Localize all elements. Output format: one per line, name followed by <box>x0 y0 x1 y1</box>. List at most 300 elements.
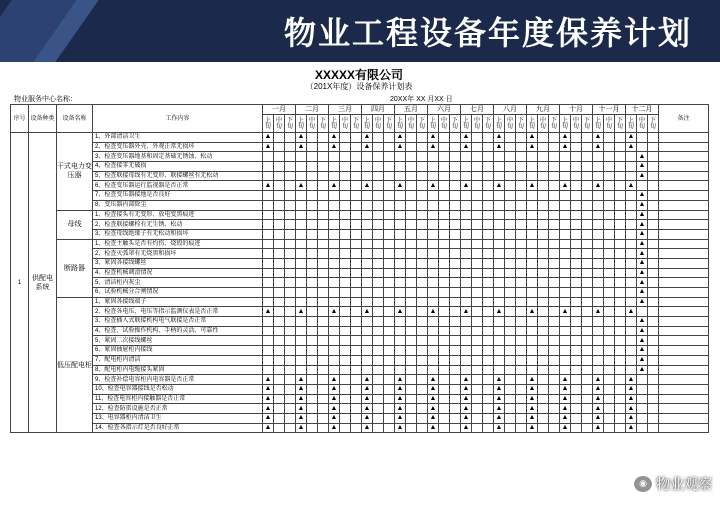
schedule-cell <box>373 404 384 414</box>
maintenance-mark: ▲ <box>429 143 437 151</box>
schedule-cell <box>571 404 582 414</box>
schedule-cell <box>571 220 582 230</box>
schedule-cell <box>395 307 406 317</box>
schedule-cell <box>593 404 604 414</box>
schedule-cell <box>296 171 307 181</box>
schedule-cell <box>439 317 450 327</box>
schedule-cell <box>450 239 461 249</box>
schedule-cell <box>538 404 549 414</box>
table-row <box>11 413 709 423</box>
maintenance-mark: ▲ <box>561 375 569 383</box>
remark-cell <box>659 210 709 220</box>
remark-cell <box>659 355 709 365</box>
table-row <box>11 355 709 365</box>
schedule-cell <box>593 142 604 152</box>
schedule-cell <box>274 210 285 220</box>
schedule-cell <box>571 278 582 288</box>
schedule-cell <box>395 365 406 375</box>
schedule-cell <box>263 297 274 307</box>
schedule-cell <box>494 336 505 346</box>
maintenance-mark: ▲ <box>330 143 338 151</box>
maintenance-mark: ▲ <box>264 375 272 383</box>
schedule-cell <box>494 346 505 356</box>
schedule-cell <box>472 297 483 307</box>
page-banner <box>0 0 720 62</box>
remark-cell <box>659 239 709 249</box>
schedule-cell <box>351 171 362 181</box>
schedule-cell <box>417 317 428 327</box>
schedule-cell <box>263 404 274 414</box>
schedule-cell <box>296 278 307 288</box>
maintenance-mark: ▲ <box>561 394 569 402</box>
maintenance-mark: ▲ <box>594 181 602 189</box>
schedule-cell <box>307 317 318 327</box>
equipment-name: 低压配电柜 <box>57 297 93 433</box>
schedule-cell <box>417 152 428 162</box>
schedule-cell <box>395 152 406 162</box>
schedule-cell <box>318 297 329 307</box>
schedule-cell <box>263 258 274 268</box>
remark-cell <box>659 336 709 346</box>
schedule-cell <box>362 384 373 394</box>
schedule-cell <box>494 413 505 423</box>
schedule-cell <box>527 336 538 346</box>
schedule-cell <box>329 326 340 336</box>
schedule-cell <box>351 239 362 249</box>
schedule-cell <box>461 404 472 414</box>
schedule-cell <box>472 133 483 143</box>
schedule-cell <box>549 220 560 230</box>
schedule-cell <box>439 171 450 181</box>
work-item: 3、紧固各接线螺丝 <box>93 258 263 268</box>
maintenance-mark: ▲ <box>495 385 503 393</box>
schedule-cell <box>648 142 659 152</box>
schedule-cell <box>340 152 351 162</box>
schedule-cell <box>450 210 461 220</box>
schedule-cell <box>362 152 373 162</box>
schedule-cell <box>362 375 373 385</box>
schedule-cell <box>505 326 516 336</box>
schedule-cell <box>274 365 285 375</box>
schedule-cell <box>494 375 505 385</box>
schedule-cell <box>307 191 318 201</box>
maintenance-mark: ▲ <box>638 239 646 247</box>
schedule-cell <box>274 220 285 230</box>
maintenance-mark: ▲ <box>495 414 503 422</box>
schedule-cell <box>274 413 285 423</box>
schedule-cell <box>538 152 549 162</box>
header-period: 上旬 <box>461 115 472 133</box>
schedule-cell <box>582 181 593 191</box>
maintenance-mark: ▲ <box>429 385 437 393</box>
schedule-cell <box>538 171 549 181</box>
schedule-cell <box>538 258 549 268</box>
schedule-cell <box>615 171 626 181</box>
maintenance-mark: ▲ <box>627 404 635 412</box>
schedule-cell <box>505 268 516 278</box>
schedule-cell <box>527 355 538 365</box>
schedule-cell <box>274 297 285 307</box>
schedule-cell <box>637 133 648 143</box>
schedule-cell <box>329 384 340 394</box>
schedule-cell <box>373 346 384 356</box>
maintenance-mark: ▲ <box>638 220 646 228</box>
schedule-cell <box>318 239 329 249</box>
schedule-cell <box>483 162 494 172</box>
schedule-cell <box>263 191 274 201</box>
schedule-cell <box>373 200 384 210</box>
schedule-cell <box>285 336 296 346</box>
watermark <box>634 474 712 494</box>
schedule-cell <box>428 220 439 230</box>
schedule-cell <box>461 288 472 298</box>
schedule-cell <box>505 210 516 220</box>
schedule-cell <box>494 268 505 278</box>
schedule-cell <box>483 307 494 317</box>
schedule-cell <box>560 220 571 230</box>
schedule-cell <box>417 181 428 191</box>
schedule-cell <box>582 162 593 172</box>
schedule-cell <box>384 191 395 201</box>
schedule-cell <box>318 249 329 259</box>
maintenance-mark: ▲ <box>396 143 404 151</box>
schedule-cell <box>362 171 373 181</box>
schedule-cell <box>439 239 450 249</box>
schedule-cell <box>351 317 362 327</box>
schedule-cell <box>615 423 626 433</box>
schedule-cell <box>318 229 329 239</box>
maintenance-mark: ▲ <box>495 133 503 141</box>
watermark-text: 物业观察 <box>656 477 712 493</box>
schedule-cell <box>450 423 461 433</box>
schedule-cell <box>472 288 483 298</box>
schedule-cell <box>527 423 538 433</box>
schedule-cell <box>615 297 626 307</box>
work-item: 4、检查接零无破损 <box>93 162 263 172</box>
schedule-cell <box>472 404 483 414</box>
schedule-cell <box>549 210 560 220</box>
schedule-cell <box>626 268 637 278</box>
schedule-cell <box>285 365 296 375</box>
maintenance-mark: ▲ <box>429 133 437 141</box>
schedule-cell <box>318 413 329 423</box>
schedule-cell <box>626 200 637 210</box>
maintenance-mark: ▲ <box>396 133 404 141</box>
header-month: 十二月 <box>626 105 659 115</box>
remark-cell <box>659 297 709 307</box>
schedule-cell <box>362 191 373 201</box>
maintenance-mark: ▲ <box>594 307 602 315</box>
work-item: 4、检查、试验操作机构、手柄的灵活、可靠性 <box>93 326 263 336</box>
remark-cell <box>659 278 709 288</box>
maintenance-mark: ▲ <box>495 423 503 431</box>
service-center-label: 物业服务中心名称： <box>14 96 77 103</box>
maintenance-mark: ▲ <box>297 423 305 431</box>
remark-cell <box>659 162 709 172</box>
schedule-cell <box>362 365 373 375</box>
schedule-cell <box>461 181 472 191</box>
schedule-cell <box>329 404 340 414</box>
header-period: 中旬 <box>571 115 582 133</box>
schedule-cell <box>395 220 406 230</box>
schedule-cell <box>329 346 340 356</box>
schedule-cell <box>384 375 395 385</box>
schedule-cell <box>362 210 373 220</box>
schedule-cell <box>626 394 637 404</box>
schedule-cell <box>340 317 351 327</box>
schedule-cell <box>461 317 472 327</box>
schedule-cell <box>362 423 373 433</box>
schedule-cell <box>472 317 483 327</box>
schedule-cell <box>450 220 461 230</box>
schedule-cell <box>340 413 351 423</box>
schedule-cell <box>395 326 406 336</box>
schedule-cell <box>318 152 329 162</box>
schedule-cell <box>505 181 516 191</box>
schedule-cell <box>329 152 340 162</box>
schedule-cell <box>604 268 615 278</box>
header-month: 九月 <box>527 105 560 115</box>
schedule-cell <box>626 142 637 152</box>
header-period: 下旬 <box>648 115 659 133</box>
schedule-cell <box>604 404 615 414</box>
schedule-cell <box>483 288 494 298</box>
schedule-cell <box>340 133 351 143</box>
maintenance-mark: ▲ <box>297 307 305 315</box>
schedule-cell <box>417 404 428 414</box>
maintenance-mark: ▲ <box>363 143 371 151</box>
work-item: 2、检查灭弧罩有无烧黑和损坏 <box>93 249 263 259</box>
schedule-cell <box>296 326 307 336</box>
schedule-cell <box>604 200 615 210</box>
work-item: 6、试验机械分合闸情况 <box>93 288 263 298</box>
schedule-cell <box>384 239 395 249</box>
work-item: 6、紧固抽屉柜内接线 <box>93 346 263 356</box>
schedule-cell <box>461 384 472 394</box>
schedule-cell <box>648 404 659 414</box>
schedule-cell <box>450 326 461 336</box>
schedule-cell <box>626 317 637 327</box>
schedule-cell <box>263 288 274 298</box>
maintenance-mark: ▲ <box>638 162 646 170</box>
schedule-cell <box>615 239 626 249</box>
schedule-cell <box>582 142 593 152</box>
schedule-cell <box>593 413 604 423</box>
schedule-cell <box>604 336 615 346</box>
schedule-cell <box>307 336 318 346</box>
schedule-cell <box>318 200 329 210</box>
schedule-cell <box>648 326 659 336</box>
schedule-cell <box>395 336 406 346</box>
schedule-cell <box>626 249 637 259</box>
schedule-cell <box>527 346 538 356</box>
schedule-cell <box>494 307 505 317</box>
schedule-cell <box>571 307 582 317</box>
maintenance-mark: ▲ <box>627 307 635 315</box>
schedule-cell <box>472 191 483 201</box>
work-item: 3、检查插入式联接机构电气联接是否正常 <box>93 317 263 327</box>
schedule-cell <box>582 317 593 327</box>
schedule-cell <box>373 229 384 239</box>
schedule-cell <box>626 210 637 220</box>
schedule-cell <box>406 220 417 230</box>
schedule-cell <box>428 142 439 152</box>
schedule-cell <box>417 200 428 210</box>
schedule-cell <box>373 181 384 191</box>
schedule-cell <box>549 288 560 298</box>
schedule-cell <box>274 258 285 268</box>
schedule-cell <box>582 297 593 307</box>
schedule-cell <box>483 346 494 356</box>
remark-cell <box>659 181 709 191</box>
schedule-cell <box>527 413 538 423</box>
schedule-cell <box>296 346 307 356</box>
schedule-cell <box>560 162 571 172</box>
work-item: 11、检查电容柜内接触器是否正常 <box>93 394 263 404</box>
schedule-cell <box>571 288 582 298</box>
header-period: 中旬 <box>472 115 483 133</box>
schedule-cell <box>516 142 527 152</box>
schedule-cell <box>439 375 450 385</box>
schedule-cell <box>307 297 318 307</box>
schedule-cell <box>450 404 461 414</box>
maintenance-mark: ▲ <box>462 385 470 393</box>
schedule-cell <box>439 181 450 191</box>
schedule-cell <box>285 307 296 317</box>
maintenance-mark: ▲ <box>495 394 503 402</box>
schedule-cell <box>318 336 329 346</box>
table-row <box>11 278 709 288</box>
schedule-cell <box>362 133 373 143</box>
schedule-cell <box>384 288 395 298</box>
schedule-cell <box>340 268 351 278</box>
maintenance-mark: ▲ <box>297 414 305 422</box>
schedule-cell <box>527 394 538 404</box>
schedule-cell <box>274 249 285 259</box>
schedule-cell <box>604 210 615 220</box>
schedule-cell <box>340 336 351 346</box>
schedule-cell <box>318 142 329 152</box>
schedule-cell <box>560 278 571 288</box>
schedule-cell <box>604 220 615 230</box>
schedule-cell <box>318 317 329 327</box>
schedule-cell <box>516 200 527 210</box>
maintenance-mark: ▲ <box>330 385 338 393</box>
header-period: 上旬 <box>395 115 406 133</box>
remark-cell <box>659 404 709 414</box>
schedule-cell <box>516 162 527 172</box>
schedule-cell <box>637 268 648 278</box>
schedule-cell <box>406 249 417 259</box>
schedule-cell <box>307 181 318 191</box>
schedule-cell <box>593 326 604 336</box>
maintenance-mark: ▲ <box>638 336 646 344</box>
schedule-cell <box>428 191 439 201</box>
schedule-cell <box>582 239 593 249</box>
schedule-cell <box>285 162 296 172</box>
schedule-cell <box>395 404 406 414</box>
table-row <box>11 268 709 278</box>
schedule-cell <box>307 423 318 433</box>
schedule-cell <box>439 413 450 423</box>
schedule-cell <box>439 288 450 298</box>
schedule-cell <box>505 152 516 162</box>
remark-cell <box>659 142 709 152</box>
maintenance-mark: ▲ <box>396 385 404 393</box>
schedule-cell <box>527 297 538 307</box>
schedule-cell <box>318 423 329 433</box>
schedule-cell <box>274 346 285 356</box>
schedule-cell <box>439 336 450 346</box>
schedule-cell <box>527 317 538 327</box>
schedule-cell <box>384 200 395 210</box>
schedule-cell <box>406 404 417 414</box>
header-period: 上旬 <box>593 115 604 133</box>
schedule-cell <box>483 404 494 414</box>
schedule-cell <box>318 355 329 365</box>
schedule-cell <box>648 229 659 239</box>
maintenance-mark: ▲ <box>330 375 338 383</box>
header-period: 下旬 <box>318 115 329 133</box>
schedule-cell <box>538 210 549 220</box>
schedule-cell <box>505 307 516 317</box>
schedule-cell <box>538 394 549 404</box>
schedule-cell <box>637 288 648 298</box>
schedule-cell <box>285 210 296 220</box>
maintenance-mark: ▲ <box>363 307 371 315</box>
schedule-cell <box>582 210 593 220</box>
schedule-cell <box>263 229 274 239</box>
schedule-cell <box>274 375 285 385</box>
schedule-cell <box>461 423 472 433</box>
schedule-cell <box>571 346 582 356</box>
schedule-cell <box>318 307 329 317</box>
schedule-cell <box>626 152 637 162</box>
schedule-cell <box>406 142 417 152</box>
maintenance-mark: ▲ <box>594 394 602 402</box>
schedule-cell <box>494 210 505 220</box>
maintenance-mark: ▲ <box>638 230 646 238</box>
schedule-cell <box>637 336 648 346</box>
schedule-cell <box>296 142 307 152</box>
schedule-cell <box>406 268 417 278</box>
schedule-cell <box>472 278 483 288</box>
schedule-cell <box>582 307 593 317</box>
schedule-cell <box>571 365 582 375</box>
maintenance-mark: ▲ <box>297 143 305 151</box>
schedule-cell <box>263 336 274 346</box>
schedule-cell <box>593 268 604 278</box>
schedule-cell <box>362 336 373 346</box>
schedule-cell <box>274 384 285 394</box>
schedule-cell <box>307 210 318 220</box>
work-item: 8、配电柜内电缆接头紧固 <box>93 365 263 375</box>
schedule-cell <box>450 200 461 210</box>
maintenance-mark: ▲ <box>638 268 646 276</box>
schedule-cell <box>571 317 582 327</box>
schedule-cell <box>362 355 373 365</box>
maintenance-mark: ▲ <box>495 375 503 383</box>
schedule-cell <box>351 384 362 394</box>
schedule-cell <box>362 239 373 249</box>
remark-cell <box>659 258 709 268</box>
schedule-cell <box>593 288 604 298</box>
schedule-cell <box>384 133 395 143</box>
schedule-cell <box>417 191 428 201</box>
schedule-cell <box>351 249 362 259</box>
header-period: 中旬 <box>637 115 648 133</box>
schedule-cell <box>263 394 274 404</box>
